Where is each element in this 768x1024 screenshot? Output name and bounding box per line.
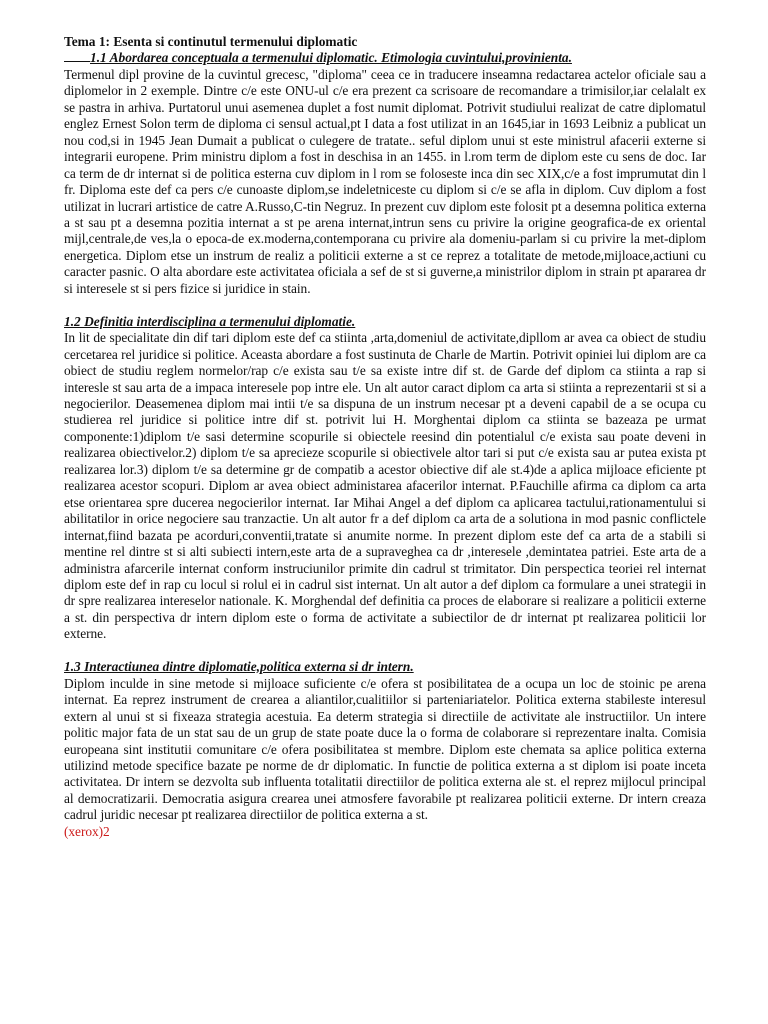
document-title: Tema 1: Esenta si continutul termenului diplomatic [64,34,358,49]
section-2-body: In lit de specialitate din dif tari diplom este def ca stiinta ,arta,domeniul de activitate,dipllom ar avea ca obiect de studiu cercetarea rel juridice si politice. Aceasta abordare a fost sustinuta de Charle de Martin. Potrivit opiniei lui diplom are ca obiect de studiu reglem normelor/rap c/e exista sau t/e sa existe intre dif st. de Garde def diplom ca stiinta a rap si interesle st sau arta de a impaca interesele pop intre ele. Un alt autor caract diplom ca arta si stiinta a reprezentarii st si a negocierilor. Deasemenea diplom mai intii t/e sa dispuna de un instrum necesar pt a deveni capabil de a se ocupa cu studierea rel juridice si politice intre dif st. potrivit lui H. Morghentai diplom ca stiinta se bazeaza pe urmat componente:1)diplom t/e sasi determine scopurile si obiectele reesind din potentialul c/e exista sau poate deveni in realizarea obiectivelor.2) diplom t/e sa aprecieze scopurile si obiectivele altor tari si put c/e exista sau ar putea exista pt realizarea lor.3) diplom t/e sa determine gr de compatib a acestor obiective dif ale st.4)de a aplica mijloace eficiente pt realizarea acestor scopuri. Diplom ar avea obiect administarea afacerilor internat. P.Fauchille afirma ca diplom ca arta etse orientarea spre ducerea negocierilor internat. Iar Mihai Angel a def diplom ca aplicarea tactului,rationamentului si abilitatilor in orice negociere sau tranzactie. Un alt autor fr a def diplom ca arta de a solutiona in mod pasnic conflictele internat,fiind bazata pe acorduri,conventii,tratate si anumite norme. In prezent diplom este def ca arta de a stabili si mentine rel dintre st si alti subiecti intern,este arta de a supraveghea ca dr ,interesele ,demintatea patriei. Este arta de a administra afarcerile internat conform instruciunilor primite din cadrul st trimitator. Din perspectica teoriei rel internat diplom este def in rap cu locul si rolul ei in cadrul sist internat. Un alt autor a def diplom ca formulare a unei strategii in dr spre realizarea intereselor nationale. K. Morghendal def definitia ca proces de elaborare si realizare a politicii externe a st. din perspectiva dr intern diplom este o forma de activitate a subiectilor de dr internat pt realizarea politicii lor externe. [64,330,706,642]
section-1-heading-text: 1.1 Abordarea conceptuala a termenului diplomatic. Etimologia cuvintului,provinienta. [90,50,572,66]
paragraph-gap [64,643,706,660]
heading-underline-lead [64,60,90,62]
section-1-heading [64,50,706,66]
section-1-body: Termenul dipl provine de la cuvintul grecesc, "diploma" ceea ce in traducere inseamna redactarea actelor oficiale sau a diplomelor in 2 exemple. Dintre c/e este ONU-ul c/e era prezent ca scrisoare de recomandare a trimisilor,iar celalalt ex se pastra in arhiva. Purtatorul unui asemenea duplet a fost numit diplomat. Potrivit studiului realizat de catre diplomatul englez Ernest Solon term de diploma ci sensul actual,pt I data a fost utilizat in an 1645,iar in 1693 Leibniz a publicat un nou cod,si in 1945 Jean Dumait a publicat o culegere de tratate.. seful diplom unui st este ministrul afacerii externe si integrarii europene. Prim ministru diplom a fost in deschisa in an 1455. in l.rom term de diplom este cu sens de doc. Iar ca term de dr internat si de politica esterna cuv diplom in l rom se foloseste inca din sec XIX,c/e a fost imprumutat din l fr. Diploma este def ca pers c/e cunoaste diplom,se indeletniceste cu diplom si c/e se afla in diplom. Cuv diplom a fost utilizat in lucrari artistice de catre A.Russo,C-tin Negruz. In prezent cuv diplom este folosit pt a desemna politica externa a st sau pt a desemna pozitia internat a st pe arena internat,intrun sens cu privire la origine geografica-de ex oriental mijl,centrale,de ves,la o epoca-de ex.moderna,contemporana cu privire ala domeniu-parlam si cu privire la met-diplom energetica. Diplom etse un instrum de realiz a politicii externe a st ce reprez a totalitate de metode,mijloace,actiuni cu caracter pasnic. O alta abordare este activitatea oficiala a sef de st si guverne,a ministrilor diplom in strain pt apararea dr si interesele st si pers fizice si juridice in stain. [64,66,706,296]
section-3-body-text: Diplom inculde in sine metode si mijloace suficiente c/e ofera st posibilitatea de a ocupa un loc de stoinic pe arena internat. Ea reprez instrument de crearea a aliantilor,cualitiilor si parteniariatelor. Politica externa stabileste interesul extern al unui st si fixeaza strategia acestuia. Ea determ strategia si directiile de activitate ale instructiilor. Un intere politic major fata de un stat sau de un grup de state poate duce la o forma de colaborare si reprezentare inalta. Comisia europeana sint institutii comunitare c/e ofera posibilitatea st membre. Diplom este chemata sa aplice politica externa utilizind metode specifice bazate pe norme de dr diplomatic. In functie de politica externa a st diplom isi poate inceta activitatea. Dr intern se dezvolta sub influenta totalitatii directiilor de politica externa ale st. el reprez mijlocul principal al democratizarii. Democratia asigura crearea unei atmosfere favorabile pt realizarea politicii externe. Dr intern creaza cadrul juridic necesar pt realizarea directiilor de politica externa a st. [64,675,706,823]
paragraph-gap [64,297,706,314]
xerox-note: (xerox)2 [64,823,110,839]
section-3-body [64,676,706,841]
section-2-heading: 1.2 Definitia interdisciplina a termenului diplomatie. [64,313,356,329]
section-3-heading: 1.3 Interactiunea dintre diplomatie,politica externa si dr intern. [64,659,414,675]
